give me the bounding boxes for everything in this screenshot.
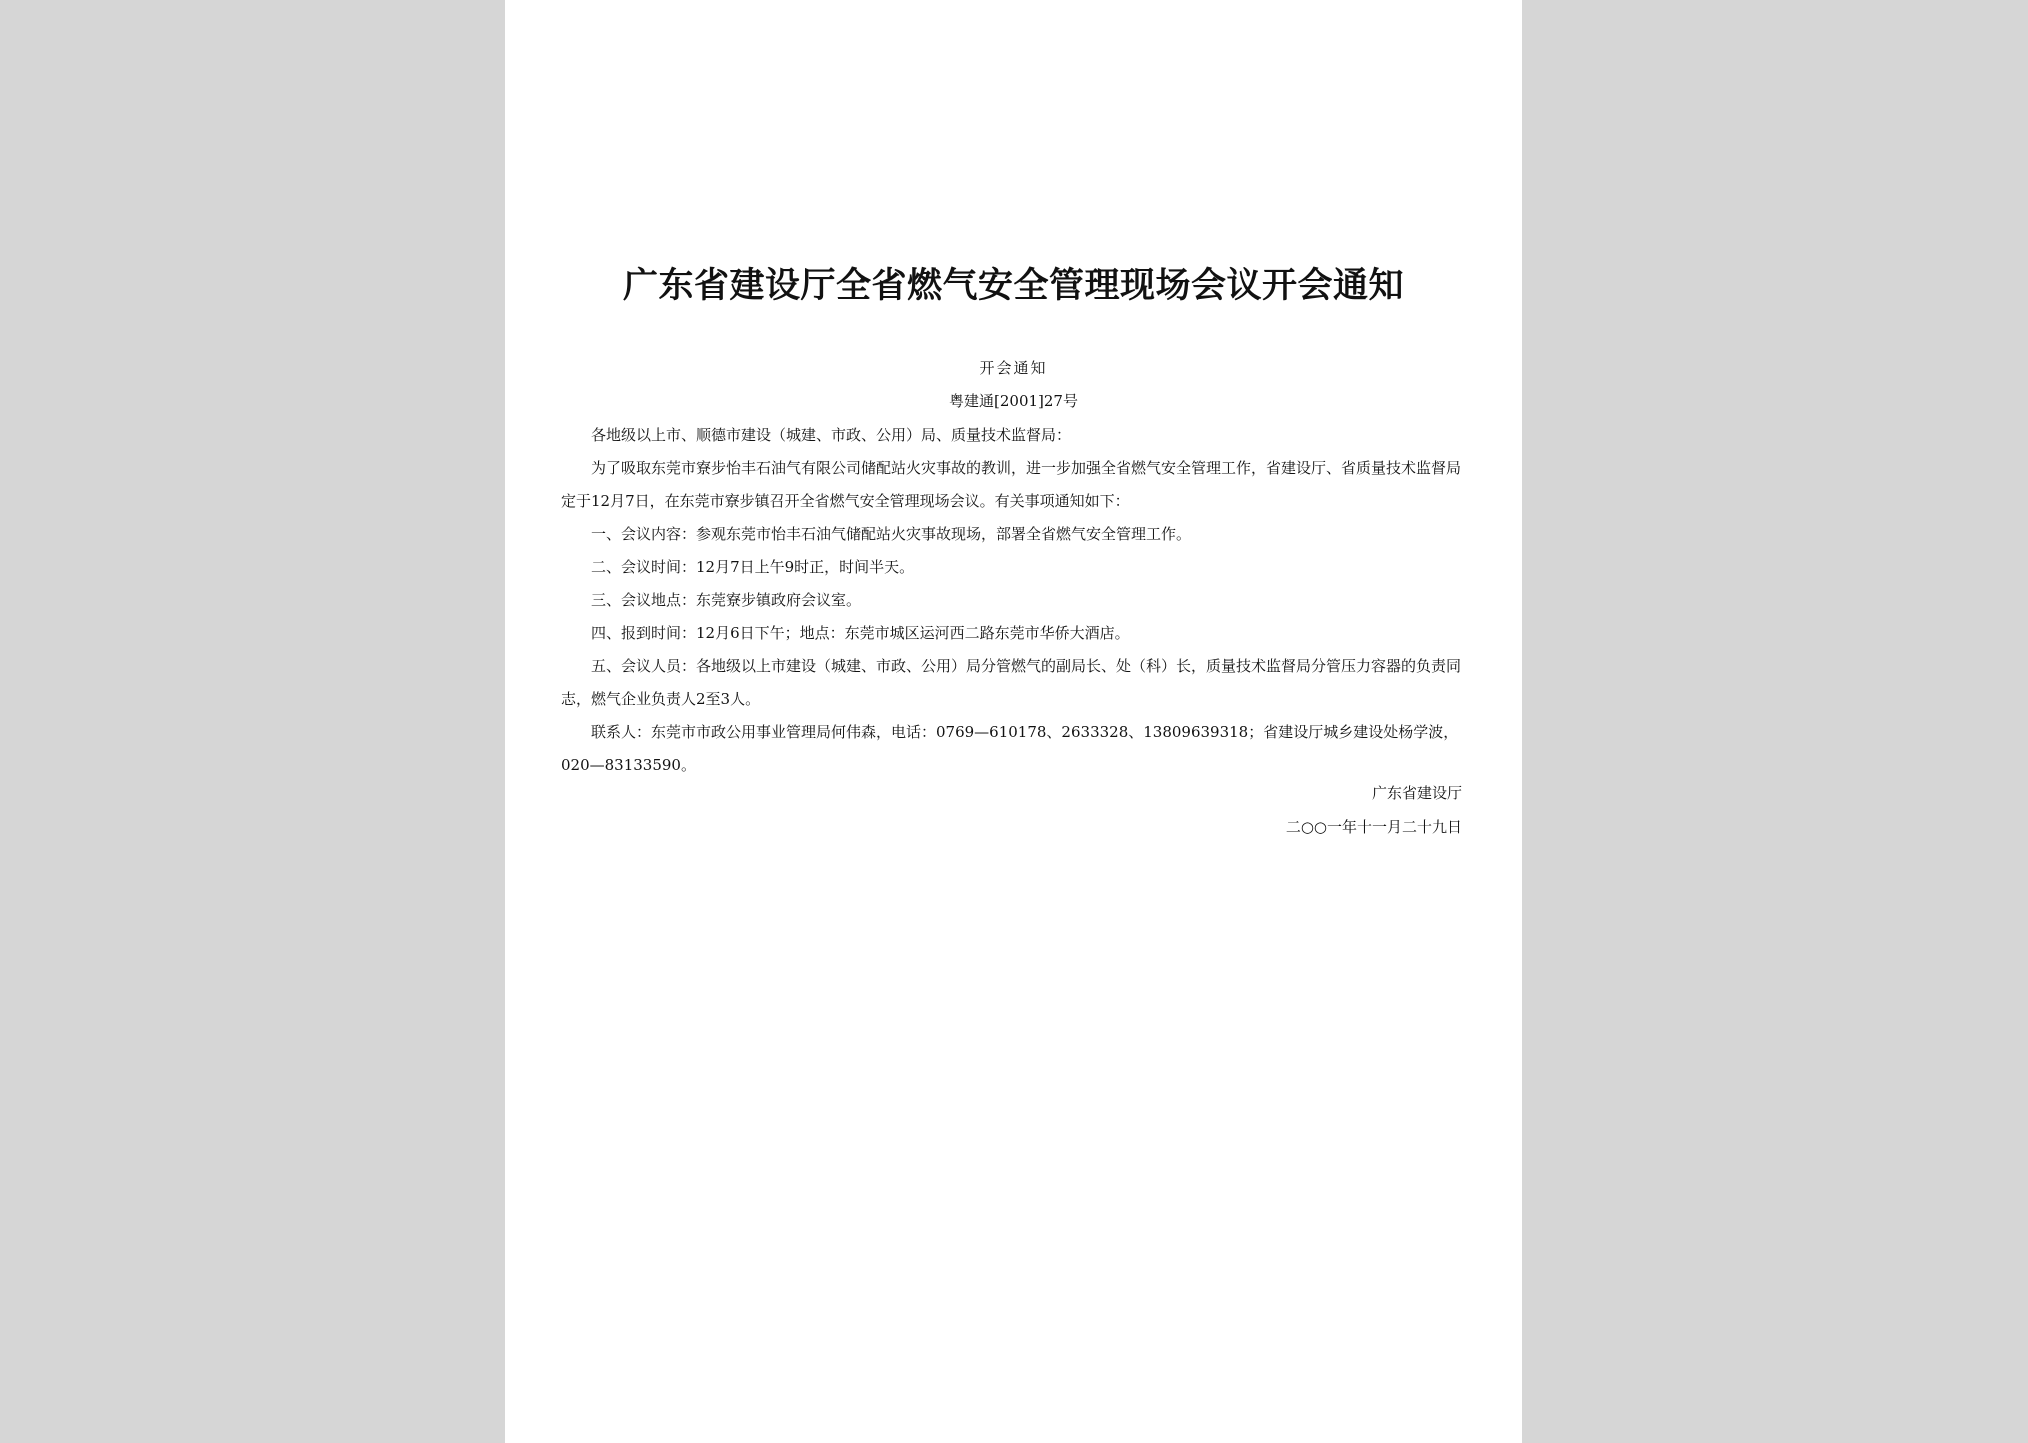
document-body	[561, 419, 1473, 782]
recipients-line: 各地级以上市、顺德市建设（城建、市政、公用）局、质量技术监督局：	[591, 426, 1072, 444]
document-subtitle: 开会通知	[979, 359, 1048, 377]
document-number: 粤建通[2001]27号	[949, 392, 1078, 410]
body-paragraph-contact: 联系人：东莞市市政公用事业管理局何伟森，电话：0769—610178、2633328、13809639318；省建设厅城乡建设处杨学波，020—83133590。	[561, 723, 1459, 774]
body-paragraph-content: 一、会议内容：参观东莞市怡丰石油气储配站火灾事故现场，部署全省燃气安全管理工作。	[591, 525, 1192, 543]
document-page	[505, 0, 1522, 1443]
body-paragraph-location: 三、会议地点：东莞寮步镇政府会议室。	[591, 591, 862, 609]
body-paragraph-checkin: 四、报到时间：12月6日下午；地点：东莞市城区运河西二路东莞市华侨大酒店。	[591, 624, 1130, 642]
document-title: 广东省建设厅全省燃气安全管理现场会议开会通知	[622, 266, 1404, 306]
issuer-signature: 广东省建设厅	[1371, 784, 1462, 802]
body-paragraph-intro: 为了吸取东莞市寮步怡丰石油气有限公司储配站火灾事故的教训，进一步加强全省燃气安全管理工作，省建设厅、省质量技术监督局定于12月7日，在东莞市寮步镇召开全省燃气安全管理现场会议。有关事项通知如下：	[561, 459, 1462, 510]
body-paragraph-time: 二、会议时间：12月7日上午9时正，时间半天。	[591, 558, 915, 576]
body-paragraph-attendees: 五、会议人员：各地级以上市建设（城建、市政、公用）局分管燃气的副局长、处（科）长，质量技术监督局分管压力容器的负责同志，燃气企业负责人2至3人。	[561, 657, 1462, 708]
issue-date: 二○○一年十一月二十九日	[1285, 818, 1462, 836]
